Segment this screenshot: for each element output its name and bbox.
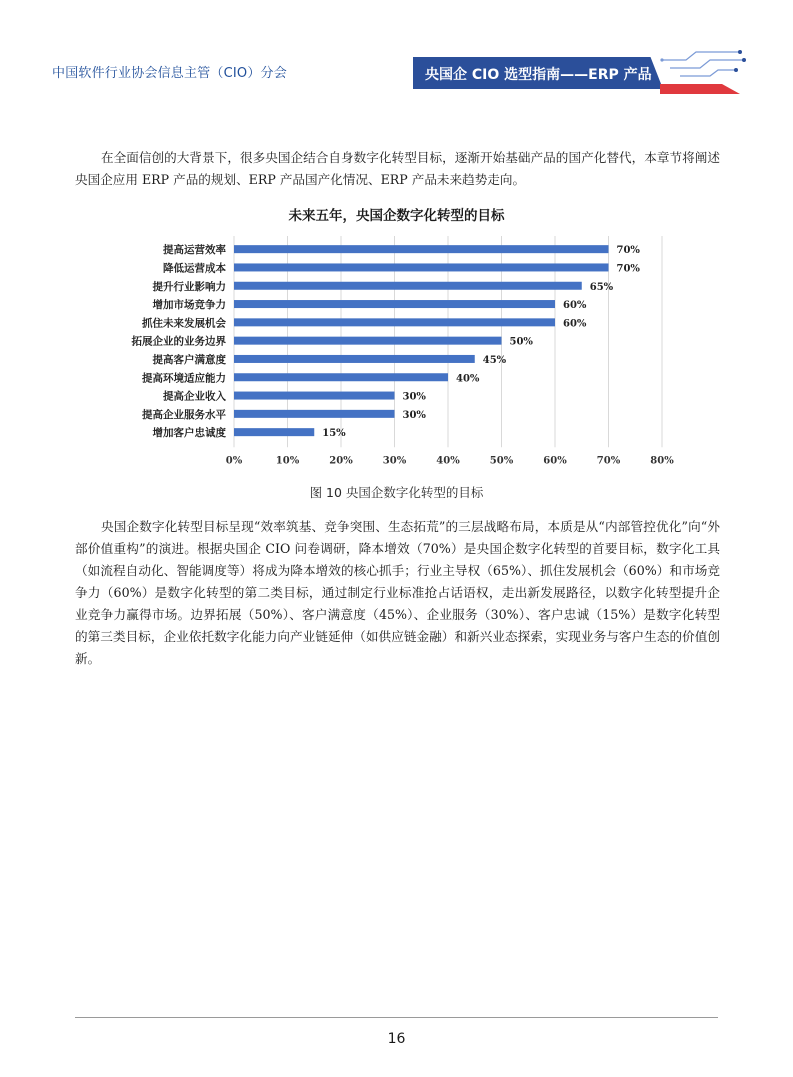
header-guide-title: 央国企 CIO 选型指南——ERP 产品 (425, 67, 652, 83)
bar (234, 428, 314, 436)
category-label: 提高客户满意度 (152, 353, 226, 366)
circuit-decoration-icon (640, 46, 750, 94)
bar (234, 355, 475, 363)
data-label: 15% (322, 428, 346, 440)
x-tick-label: 40% (436, 455, 460, 467)
bar (234, 282, 582, 290)
category-label: 抓住未来发展机会 (142, 317, 226, 330)
bar (234, 318, 555, 326)
category-label: 增加客户忠诚度 (152, 427, 226, 440)
header-org-name: 中国软件行业协会信息主管（CIO）分会 (52, 66, 287, 81)
data-label: 60% (563, 300, 587, 312)
x-tick-label: 20% (329, 455, 353, 467)
x-tick-label: 10% (275, 455, 300, 467)
x-tick-label: 70% (596, 455, 621, 467)
analysis-paragraph: 央国企数字化转型目标呈现“效率筑基、竞争突围、生态拓荒”的三层战略布局，本质是从“内部管控优化”向“外部价值重构”的演进。根据央国企 CIO 问卷调研，降本增效（70%）是央国企数字化转型的首要目标，数字化工具（如流程自动化、智能调度等）将成为降本增效的核心抓手；行业主导权（65%）、抓住发展机会（60%）和市场竞争力（60%）是数字化转型的第二类目标，通过制定行业标准抢占话语权，走出新发展路径，以数字化转型提升企业竞争力赢得市场。边界拓展（50%）、客户满意度（45%）、企业服务（30%）、客户忠诚（15%）是数字化转型的第三类目标，企业依托数字化能力向产业链延伸（如供应链金融）和新兴业态探索，实现业务与客户生态的价值创新。 (75, 519, 720, 666)
data-label: 40% (456, 373, 480, 385)
data-label: 60% (563, 318, 587, 330)
bar (234, 245, 609, 253)
bar (234, 392, 395, 400)
data-label: 70% (616, 245, 640, 257)
data-label: 30% (402, 391, 426, 403)
category-label: 提高企业收入 (163, 390, 226, 403)
x-tick-label: 50% (489, 455, 514, 467)
category-label: 提升行业影响力 (152, 280, 226, 293)
data-label: 65% (589, 281, 614, 293)
bar (234, 263, 609, 271)
bar (234, 373, 448, 381)
bar (234, 410, 395, 418)
category-label: 提高运营效率 (163, 244, 226, 257)
x-tick-label: 80% (650, 455, 674, 467)
page-number: 16 (387, 1031, 406, 1047)
category-label: 提高企业服务水平 (142, 408, 226, 421)
bar (234, 337, 502, 345)
x-tick-label: 30% (382, 455, 407, 467)
chart-title: 未来五年，央国企数字化转型的目标 (288, 208, 505, 224)
category-label: 增加市场竞争力 (152, 299, 226, 312)
data-label: 30% (402, 409, 426, 421)
data-label: 50% (509, 336, 533, 348)
category-label: 提高环境适应能力 (142, 372, 226, 385)
figure-caption: 图 10 央国企数字化转型的目标 (309, 485, 484, 500)
data-label: 45% (482, 354, 507, 366)
category-label: 拓展企业的业务边界 (131, 335, 226, 348)
data-label: 70% (616, 263, 640, 275)
footer-divider (75, 1017, 718, 1018)
x-tick-label: 60% (543, 455, 567, 467)
x-tick-label: 0% (225, 455, 243, 467)
horizontal-bar-chart (0, 230, 793, 470)
bar (234, 300, 555, 308)
intro-paragraph: 在全面信创的大背景下，很多央国企结合自身数字化转型目标，逐渐开始基础产品的国产化替代，本章节将阐述央国企应用 ERP 产品的规划、ERP 产品国产化情况、ERP 产品未来趋势走向。 (75, 150, 720, 187)
category-label: 降低运营成本 (163, 262, 226, 275)
